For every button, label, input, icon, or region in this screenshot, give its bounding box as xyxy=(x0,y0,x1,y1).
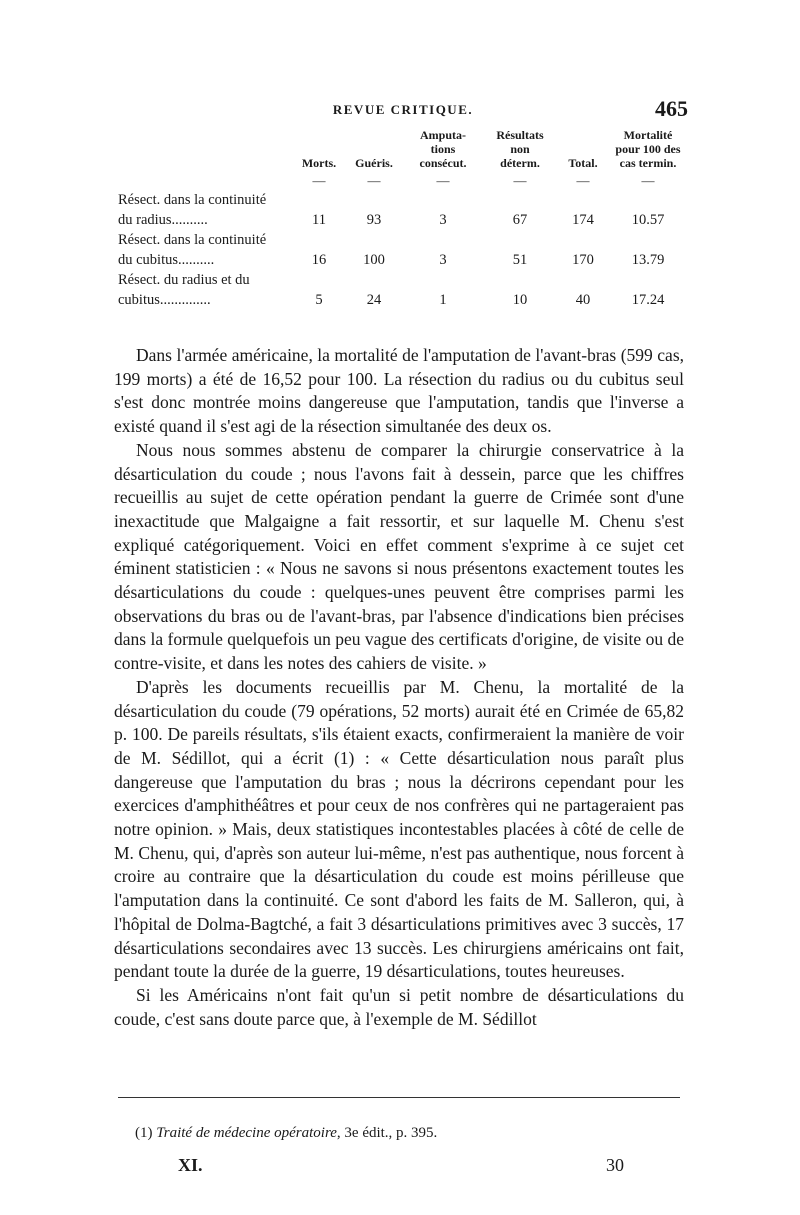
table-header-cell: Mortalité pour 100 des cas termin. xyxy=(615,128,681,170)
page-number: 465 xyxy=(655,96,688,121)
table-row xyxy=(118,270,688,310)
table-cell: 13.79 xyxy=(631,252,665,268)
table-cell: 5 xyxy=(315,292,323,308)
table-dash-row xyxy=(118,174,688,190)
paragraph: Nous nous sommes abstenu de comparer la chirurgie conservatrice à la désarticulation du coude ; nous l'avons fait à dessein, parce que les chiffres recueillis au sujet de cette opération pendant la guerre de Crimée sont d'une inexactitude que Malgaigne a fait ressortir, et sur laquelle M. Chenu s'est expliqué catégoriquement. Voici en effet comment s'exprime à ce sujet cet éminent statisticien : « Nous ne savons si nous présentons exactement toutes les désarticulations du coude : quelques-unes peuvent être comprises parmi les observations du bras ou de l'avant-bras, par l'absence d'indications bien précises dans la formule quelquefois un peu vague des certificats d'origine, de visite ou de contre-visite, et dans les notes des cahiers de visite. » xyxy=(114,439,684,674)
table-cell: 67 xyxy=(512,212,528,228)
table-cell: 93 xyxy=(366,212,382,228)
table-header-cell: Résultats non déterm. xyxy=(496,128,544,170)
table-header-cell: Guéris. xyxy=(355,156,393,170)
footnote-rest: , 3e édit., p. 395. xyxy=(336,1125,438,1141)
table-row xyxy=(118,190,688,230)
signature-mark: XI. xyxy=(178,1155,203,1175)
table-header-cell: Amputa- tions consécut. xyxy=(419,128,467,170)
table-header-cell: Total. xyxy=(568,156,598,170)
row-label: Résect. dans la continuité du cubitus.......... xyxy=(118,232,267,268)
table-header-cell: Morts. xyxy=(301,156,337,170)
table-cell: 16 xyxy=(311,252,327,268)
table-cell: 51 xyxy=(512,252,528,268)
footnote-rule xyxy=(118,1097,680,1098)
table-cell: 40 xyxy=(575,292,591,308)
footnote-marker: (1) xyxy=(135,1125,153,1141)
dash-cell: — xyxy=(576,173,590,188)
running-title: REVUE CRITIQUE. xyxy=(332,102,474,117)
dash-cell: — xyxy=(641,173,655,188)
table-header-row xyxy=(118,128,688,174)
paragraph: D'après les documents recueillis par M. Chenu, la mortalité de la désarticulation du coude (79 opérations, 52 morts) aurait été en Crimée de 65,82 p. 100. De pareils résultats, s'ils étaient exacts, confirmeraient la manière de voir de M. Sédillot, qui a écrit (1) : « Cette désarticulation nous paraît plus dangereuse que l'amputation du bras ; nous la décrirons cependant pour les exercices d'amphithéâtres et pour ceux de nos confrères qui ne partageraient pas notre opinion. » Mais, deux statistiques incontestables placées à côté de celle de M. Chenu, qui, d'après son auteur lui-même, n'est pas authentique, nous forcent à croire au contraire que la désarticulation du coude est moins périlleuse que l'amputation dans la continuité. Ce sont d'abord les faits de M. Salleron, qui, à l'hôpital de Dolma-Bagtché, a fait 3 désarticulations primitives avec 3 succès, 17 désarticulations secondaires avec 13 succès. Les chirurgiens américains ont fait, pendant toute la durée de la guerre, 19 désarticulations, toutes heureuses. xyxy=(114,676,684,982)
table-cell: 3 xyxy=(439,252,447,268)
paragraph: Si les Américains n'ont fait qu'un si petit nombre de désarticulations du coude, c'est sans doute parce que, à l'exemple de M. Sédillot xyxy=(114,984,684,1029)
table-cell: 24 xyxy=(366,292,382,308)
row-label: Résect. du radius et du cubitus.............. xyxy=(118,272,250,308)
table-row xyxy=(118,230,688,270)
table-cell: 10.57 xyxy=(631,212,665,228)
body-text xyxy=(114,344,684,1031)
footnote xyxy=(135,1125,680,1142)
table-cell: 1 xyxy=(439,292,447,308)
table-cell: 100 xyxy=(363,252,385,268)
dash-cell: — xyxy=(436,173,450,188)
table-cell: 10 xyxy=(512,292,528,308)
table-cell: 174 xyxy=(572,212,594,228)
mortality-table xyxy=(118,128,688,310)
paragraph: Dans l'armée américaine, la mortalité de l'amputation de l'avant-bras (599 cas, 199 morts) a été de 16,52 pour 100. La résection du radius ou du cubitus seul s'est donc montrée moins dangereuse que l'amputation, tandis que l'inverse a existé quand il s'est agi de la résection simultanée des deux os. xyxy=(114,345,684,437)
table-cell: 11 xyxy=(312,212,326,228)
table-cell: 170 xyxy=(572,252,594,268)
dash-cell: — xyxy=(367,173,381,188)
dash-cell: — xyxy=(513,173,527,188)
table-header-cell xyxy=(118,128,294,174)
table-cell: 17.24 xyxy=(631,292,665,308)
running-head xyxy=(118,96,688,126)
sheet-number: 30 xyxy=(606,1155,624,1175)
row-label: Résect. dans la continuité du radius.......... xyxy=(118,192,267,228)
dash-cell: — xyxy=(312,173,326,188)
footnote-title: Traité de médecine opératoire xyxy=(156,1125,337,1141)
table-cell: 3 xyxy=(439,212,447,228)
